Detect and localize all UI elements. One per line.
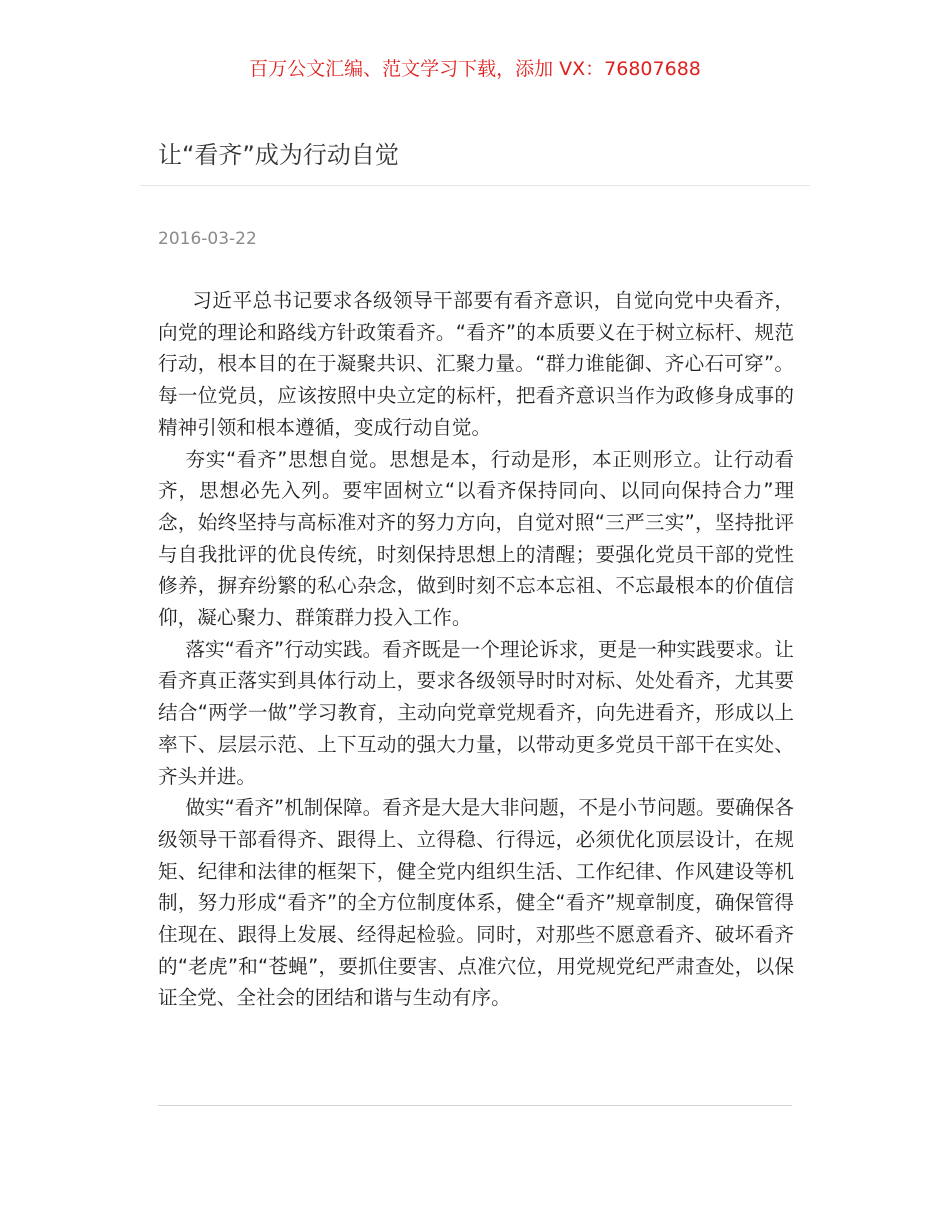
article-paragraph: 夯实“看齐”思想自觉。思想是本，行动是形，本正则形立。让行动看齐，思想必先入列。要牢固树立“以看齐保持同向、以同向保持合力”理念，始终坚持与高标准对齐的努力方向，自觉对照“三严三实”，坚持批评与自我批评的优良传统，时刻保持思想上的清醒；要强化党员干部的党性修养，摒弃纷繁的私心杂念，做到时刻不忘本忘祖、不忘最根本的价值信仰，凝心聚力、群策群力投入工作。 <box>158 447 794 630</box>
publish-date: 2016-03-22 <box>158 229 257 249</box>
article-title: 让“看齐”成为行动自觉 <box>158 141 399 169</box>
article-paragraph: 做实“看齐”机制保障。看齐是大是大非问题，不是小节问题。要确保各级领导干部看得齐、跟得上、立得稳、行得远，必须优化顶层设计，在规矩、纪律和法律的框架下，健全党内组织生活、工作纪律、作风建设等机制，努力形成“看齐”的全方位制度体系，健全“看齐”规章制度，确保管得住现在、跟得上发展、经得起检验。同时，对那些不愿意看齐、破坏看齐的“老虎”和“苍蝇”，要抓住要害、点准穴位，用党规党纪严肃查处，以保证全党、全社会的团结和谐与生动有序。 <box>158 796 794 1010</box>
article-paragraph: 习近平总书记要求各级领导干部要有看齐意识，自觉向党中央看齐，向党的理论和路线方针政策看齐。“看齐”的本质要义在于树立标杆、规范行动，根本目的在于凝聚共识、汇聚力量。“群力谁能御、齐心石可穿”。每一位党员，应该按照中央立定的标杆，把看齐意识当作为政修身成事的精神引领和根本遵循，变成行动自觉。 <box>158 289 794 439</box>
bottom-divider <box>158 1105 792 1106</box>
title-divider <box>140 185 810 186</box>
promo-banner: 百万公文汇编、范文学习下载，添加 VX：76807688 <box>249 58 701 80</box>
article-body <box>158 285 794 1014</box>
article-paragraph: 落实“看齐”行动实践。看齐既是一个理论诉求，更是一种实践要求。让看齐真正落实到具体行动上，要求各级领导时时对标、处处看齐，尤其要结合“两学一做”学习教育，主动向党章党规看齐，向先进看齐，形成以上率下、层层示范、上下互动的强大力量，以带动更多党员干部干在实处、齐头并进。 <box>158 637 794 788</box>
